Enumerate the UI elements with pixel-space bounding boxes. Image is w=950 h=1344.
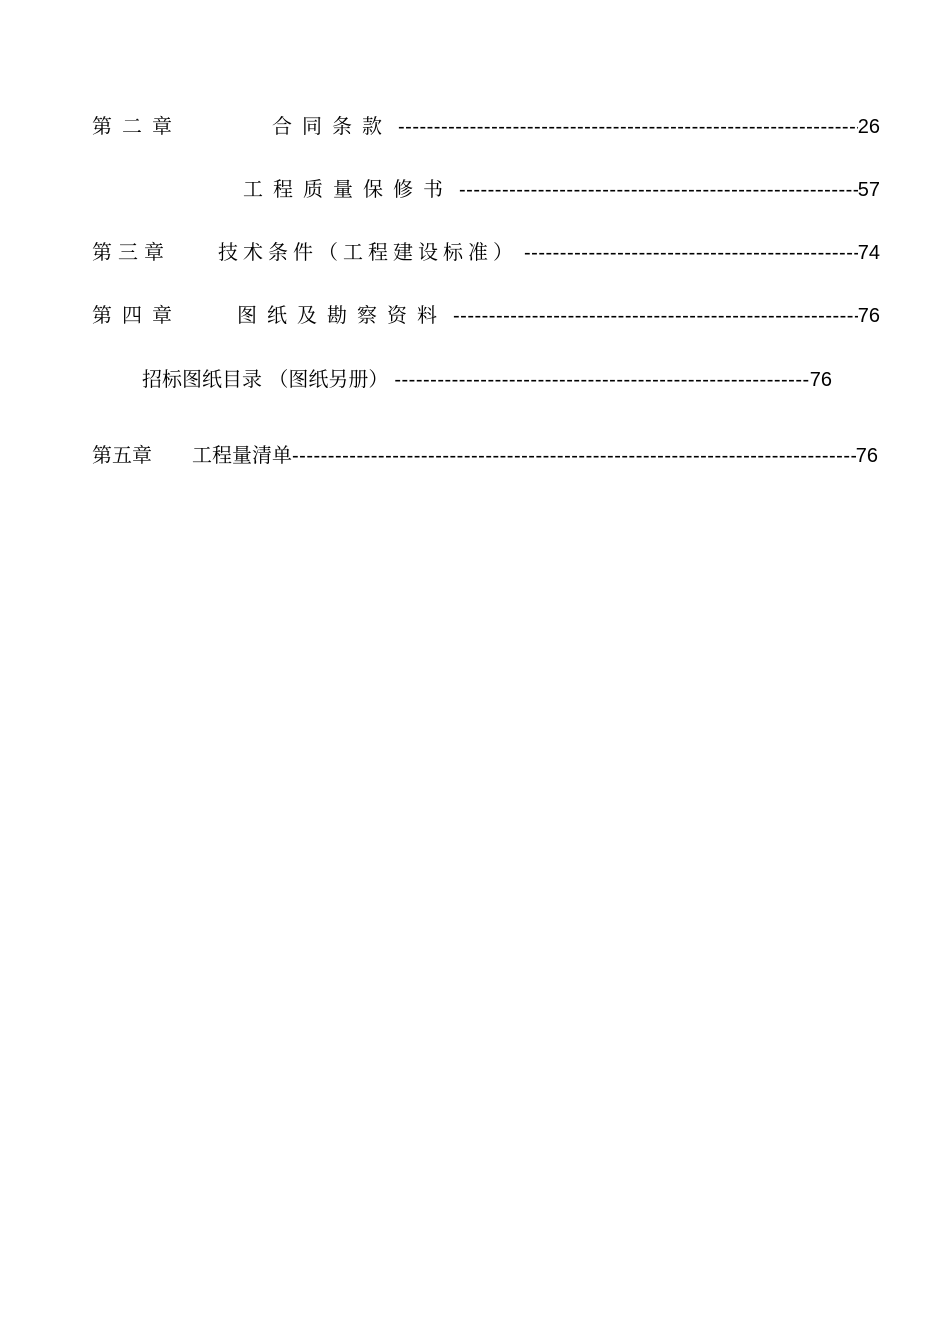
chapter-number: 第五章 bbox=[92, 443, 152, 467]
toc-entry-drawing-list[interactable] bbox=[142, 365, 832, 394]
toc-title: 工程量清单 bbox=[192, 443, 292, 467]
dot-leader bbox=[394, 366, 809, 394]
toc-entry-chapter-4[interactable] bbox=[92, 301, 880, 330]
chapter-number: 第四章 bbox=[92, 303, 182, 327]
page-number: 76 bbox=[857, 305, 880, 327]
dot-leader bbox=[398, 113, 858, 141]
toc-entry-chapter-3[interactable] bbox=[92, 238, 880, 267]
page-number: 57 bbox=[857, 179, 880, 201]
toc-entry-warranty[interactable] bbox=[243, 175, 880, 204]
page-number: 76 bbox=[809, 369, 832, 391]
chapter-number: 第三章 bbox=[92, 240, 170, 264]
toc-title: 合同条款 bbox=[272, 114, 392, 138]
dot-leader bbox=[524, 239, 858, 267]
toc-title: 工程质量保修书 bbox=[243, 177, 453, 201]
page-number: 76 bbox=[855, 445, 878, 467]
chapter-number: 第二章 bbox=[92, 114, 182, 138]
dot-leader bbox=[459, 176, 858, 204]
toc-entry-chapter-5[interactable] bbox=[92, 441, 878, 470]
toc-title: 招标图纸目录 （图纸另册） bbox=[142, 367, 389, 391]
page-number: 74 bbox=[857, 242, 880, 264]
toc-title: 图纸及勘察资料 bbox=[237, 303, 447, 327]
dot-leader bbox=[292, 442, 856, 470]
toc-title: 技术条件（工程建设标准） bbox=[218, 240, 518, 264]
page-number: 26 bbox=[857, 116, 880, 138]
dot-leader bbox=[453, 302, 858, 330]
toc-entry-chapter-2[interactable] bbox=[92, 112, 880, 141]
